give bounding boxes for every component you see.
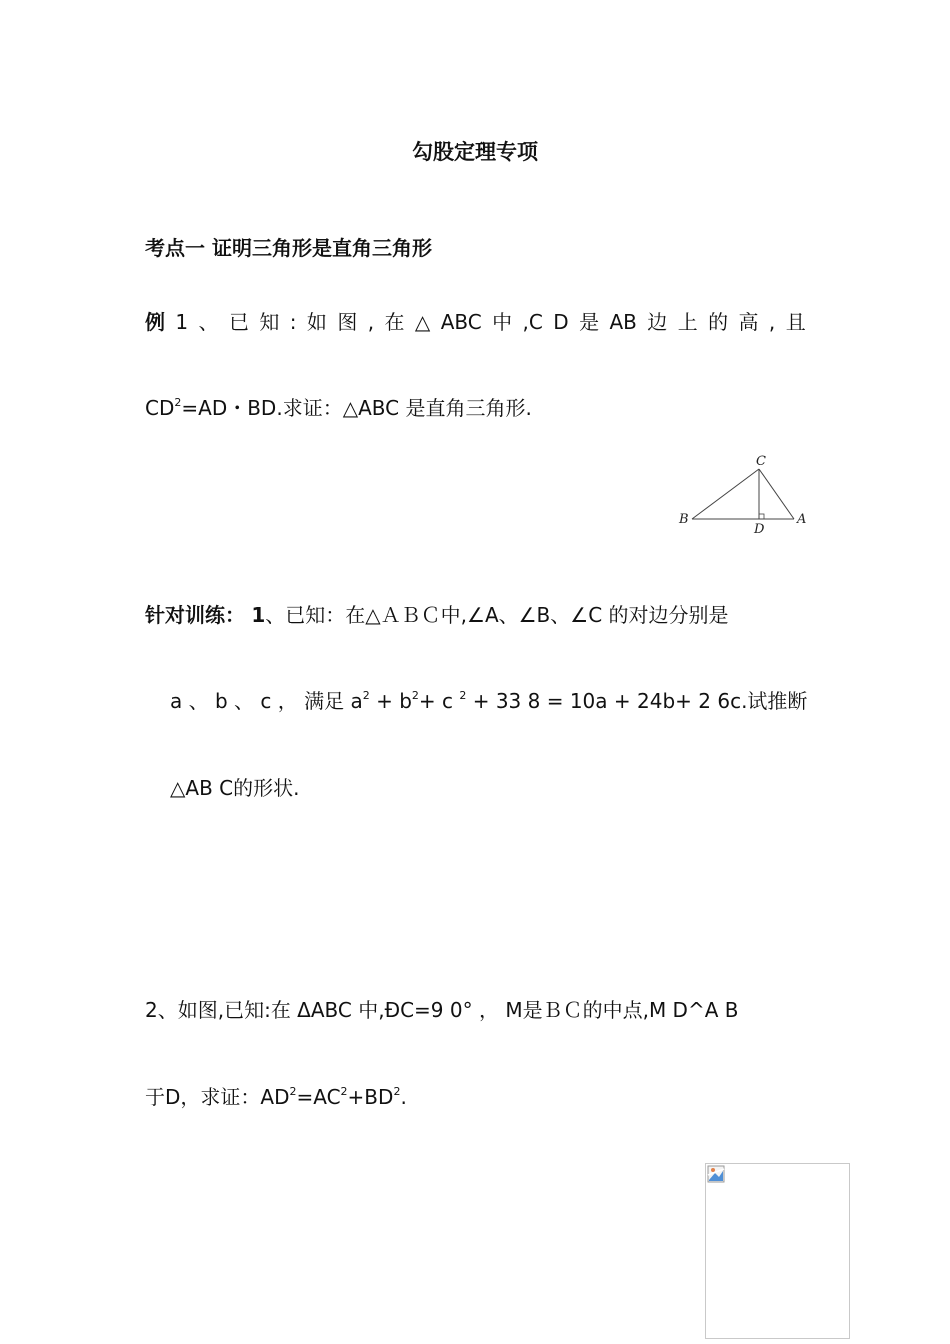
problem2-line2 xyxy=(145,1085,407,1109)
practice-equation-part: + 33 8 = 10a + 24b+ 2 6c.试推断 xyxy=(466,689,808,713)
example1-line2-b: =AD・BD.求证：△ABC 是直角三角形. xyxy=(181,396,532,420)
problem2-line1: 2、如图,已知:在 ΔABC 中,ÐC=9 0° ， M是ＢＣ的中点,M D^A B xyxy=(145,998,739,1022)
broken-image-icon xyxy=(707,1165,725,1183)
figure-label-d: D xyxy=(754,522,765,537)
example1-token: 知 xyxy=(259,310,280,334)
example1-token: : xyxy=(289,310,297,334)
example1-token: , xyxy=(768,310,776,334)
figure-label-c: C xyxy=(756,454,766,469)
practice-line3: △AB C的形状. xyxy=(170,776,300,800)
example1-line1 xyxy=(145,310,806,334)
problem2-sup: 2 xyxy=(393,1085,401,1098)
example1-line2-sup: 2 xyxy=(174,396,182,409)
practice-equation-part: + b xyxy=(369,689,412,713)
example1-token: 边 xyxy=(647,310,668,334)
example1-token: D xyxy=(553,310,569,334)
example1-token: 且 xyxy=(785,310,806,334)
example1-line2-a: CD xyxy=(145,396,175,420)
example1-token: 的 xyxy=(708,310,729,334)
example1-token: ABC xyxy=(440,310,482,334)
example1-token: 、 xyxy=(198,310,219,334)
example1-token: △ xyxy=(414,310,431,334)
example1-token: 在 xyxy=(384,310,405,334)
practice-line2 xyxy=(170,689,807,713)
example1-token: 1 xyxy=(175,310,189,334)
practice-equation-sup: 2 xyxy=(459,689,467,702)
problem2-sup: 2 xyxy=(289,1085,297,1098)
problem2-part: +BD xyxy=(347,1085,394,1109)
practice-line1 xyxy=(145,603,729,627)
practice-line1-text: 、已知：在△ＡＢＣ中,∠A、∠B、∠C 的对边分别是 xyxy=(265,603,729,627)
figure-label-a: A xyxy=(797,512,807,527)
example1-token: 高 xyxy=(738,310,759,334)
practice-number: 1 xyxy=(251,603,266,627)
example1-token: , xyxy=(367,310,375,334)
problem2-part: . xyxy=(400,1085,407,1109)
section-heading: 考点一 证明三角形是直角三角形 xyxy=(145,236,432,260)
practice-equation-sup: 2 xyxy=(362,689,370,702)
triangle-figure xyxy=(676,450,812,542)
practice-equation-part: + c xyxy=(418,689,460,713)
example1-token: AB xyxy=(609,310,637,334)
example1-token: 图 xyxy=(337,310,358,334)
practice-equation-sup: 2 xyxy=(411,689,419,702)
problem2-sup: 2 xyxy=(340,1085,348,1098)
example1-label: 例 xyxy=(145,310,165,334)
problem2-part: =AC xyxy=(296,1085,341,1109)
practice-heading: 针对训练： xyxy=(145,603,245,627)
practice-equation-part: a 、 b 、 c ， 满足 a xyxy=(170,689,363,713)
problem2-part: 于D，求证：AD xyxy=(145,1085,290,1109)
page-title: 勾股定理专项 xyxy=(412,140,538,164)
example1-token: 是 xyxy=(579,310,600,334)
example1-token: 已 xyxy=(228,310,249,334)
broken-image-placeholder xyxy=(705,1163,850,1339)
example1-token: 如 xyxy=(306,310,327,334)
figure-label-b: B xyxy=(679,512,689,527)
example1-token: 上 xyxy=(677,310,698,334)
example1-token: 中 xyxy=(492,310,513,334)
example1-line2 xyxy=(145,396,532,420)
example1-token: ,C xyxy=(522,310,543,334)
